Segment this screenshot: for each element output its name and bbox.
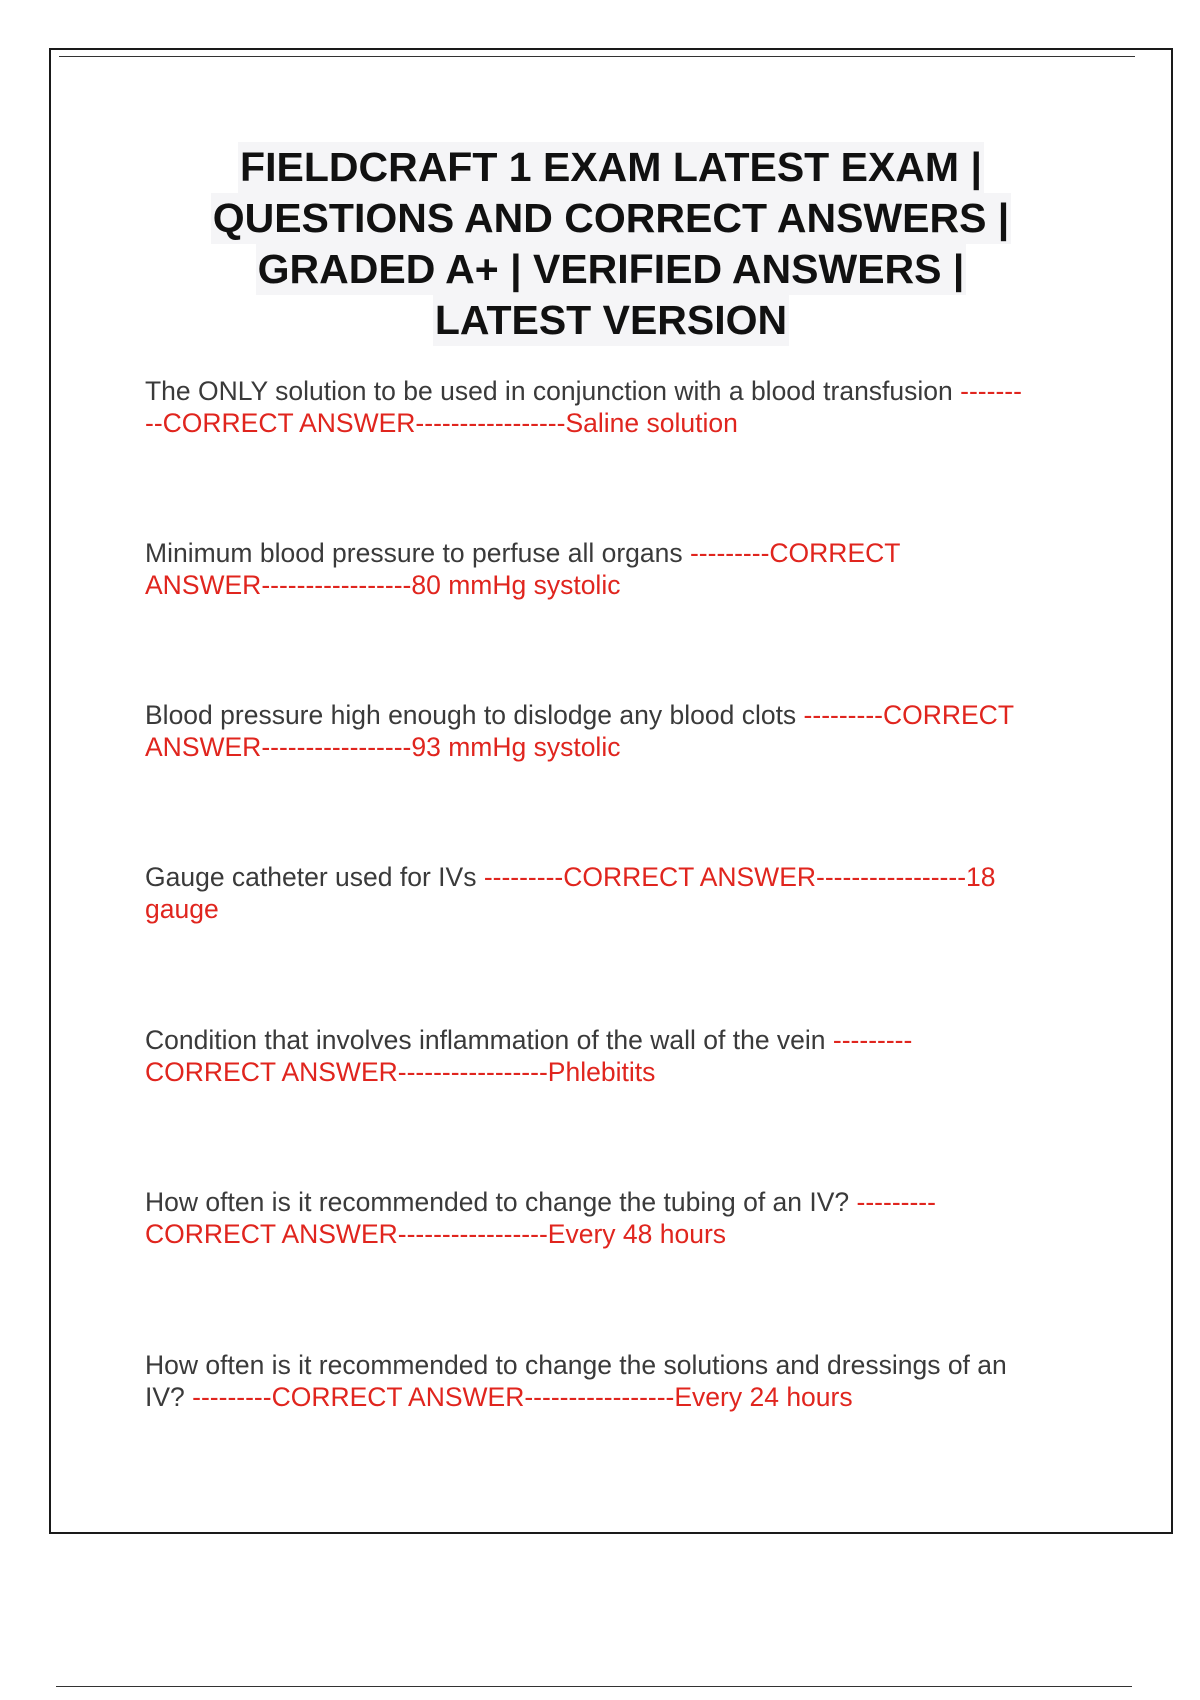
separator: ---------	[483, 862, 564, 892]
title-line: LATEST VERSION	[433, 295, 789, 346]
answer-label: CORRECT ANSWER	[145, 1057, 398, 1087]
answer-label: ANSWER	[145, 570, 262, 600]
question-text: How often is it recommended to change the tubing of an IV?	[145, 1187, 857, 1217]
answer-text: gauge	[145, 894, 219, 924]
qa-item	[145, 375, 1022, 439]
separator: -----------------	[397, 1219, 548, 1249]
separator: -----------------	[261, 732, 412, 762]
separator: ---------	[803, 700, 883, 730]
separator: -----------------	[397, 1057, 548, 1087]
separator: -------	[960, 376, 1022, 406]
question-text: How often is it recommended to change the solutions and dressings of an	[145, 1350, 1007, 1380]
separator: ---------	[832, 1025, 913, 1055]
qa-item	[145, 861, 996, 925]
answer-text: Every 24 hours	[674, 1382, 853, 1412]
question-text: Condition that involves inflammation of the wall of the vein	[145, 1025, 833, 1055]
answer-text: 80 mmHg systolic	[411, 570, 621, 600]
qa-item	[145, 1024, 912, 1088]
separator: ---------	[689, 538, 770, 568]
separator: ---------	[856, 1187, 936, 1217]
qa-item	[145, 537, 900, 601]
answer-text: 18	[966, 862, 996, 892]
separator: -----------------	[261, 570, 412, 600]
separator: -----------------	[816, 862, 967, 892]
answer-label: CORRECT ANSWER	[563, 862, 817, 892]
document-title	[51, 142, 1171, 346]
answer-label: CORRECT ANSWER	[271, 1382, 525, 1412]
question-text: IV?	[145, 1382, 193, 1412]
answer-label: CORRECT	[882, 700, 1015, 730]
answer-label: CORRECT ANSWER	[162, 408, 416, 438]
top-rule	[59, 56, 1135, 57]
qa-item	[145, 1186, 936, 1250]
answer-label: ANSWER	[145, 732, 262, 762]
qa-item	[145, 1349, 1007, 1413]
separator: -----------------	[524, 1382, 675, 1412]
question-text: The ONLY solution to be used in conjunction with a blood transfusion	[145, 376, 961, 406]
answer-label: CORRECT ANSWER	[145, 1219, 398, 1249]
question-text: Minimum blood pressure to perfuse all organs	[145, 538, 690, 568]
title-line: QUESTIONS AND CORRECT ANSWERS |	[211, 193, 1012, 244]
separator: --	[145, 408, 163, 438]
separator: -----------------	[415, 408, 566, 438]
answer-text: 93 mmHg systolic	[411, 732, 621, 762]
title-line: FIELDCRAFT 1 EXAM LATEST EXAM |	[238, 142, 984, 193]
bottom-rule	[56, 1686, 1132, 1687]
answer-text: Saline solution	[565, 408, 738, 438]
answer-text: Phlebitits	[547, 1057, 656, 1087]
question-text: Blood pressure high enough to dislodge any blood clots	[145, 700, 804, 730]
question-text: Gauge catheter used for IVs	[145, 862, 484, 892]
answer-label: CORRECT	[769, 538, 901, 568]
qa-item	[145, 699, 1014, 763]
title-line: GRADED A+ | VERIFIED ANSWERS |	[256, 244, 967, 295]
answer-text: Every 48 hours	[547, 1219, 727, 1249]
separator: ---------	[192, 1382, 272, 1412]
page-frame	[49, 48, 1173, 1534]
